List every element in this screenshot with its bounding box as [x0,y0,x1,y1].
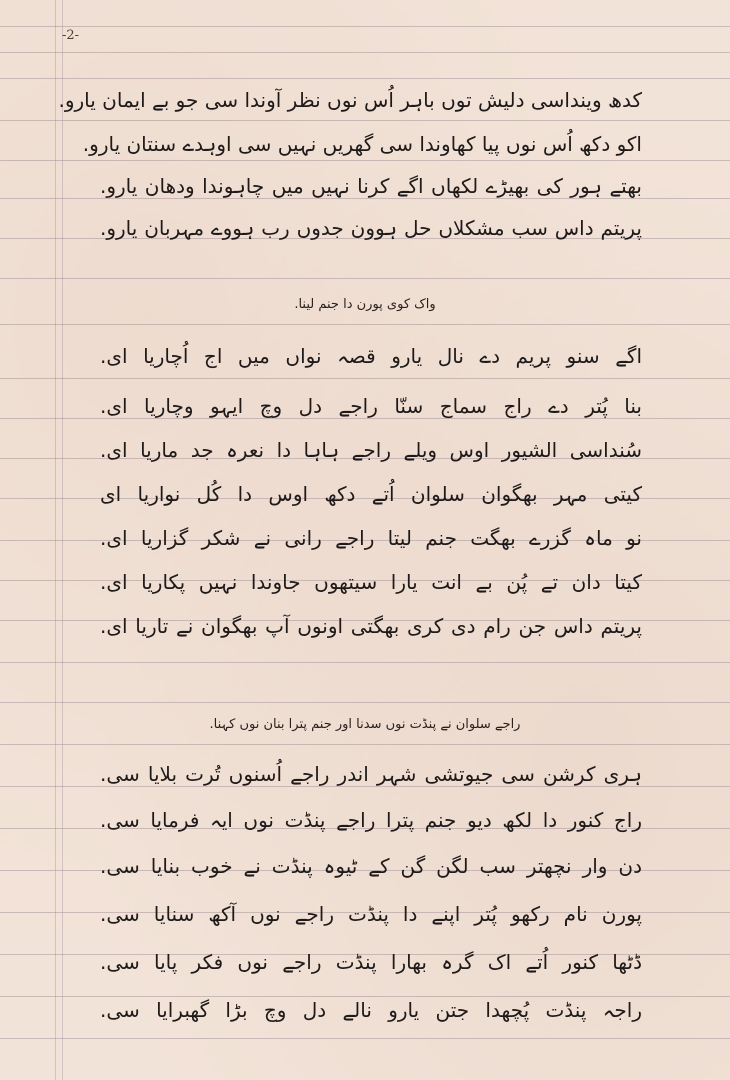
verse-line: بنا پُتر دے راج سماج سنّا راجے دل وچ ایہو وچاریا ای. [100,394,642,418]
ruled-line [0,702,730,703]
ruled-line [0,378,730,379]
verse-line: پریتم داس سب مشکلاں حل ہوون جدوں رب ہووے مہربان یارو. [100,216,642,240]
page-number: -2- [62,28,80,43]
ruled-line [0,324,730,325]
ruled-line [0,52,730,53]
ruled-line [0,120,730,121]
verse-line: پورن نام رکھو پُتر اپنے دا پنڈت راجے نوں آکھ سنایا سی. [100,902,642,926]
verse-line: سُنداسی الشیور اوس ویلے راجے ہاہا دا نعرہ جد ماریا ای. [100,438,642,462]
verse-line: راجہ پنڈت پُچھدا جتن یارو نالے دل وچ بڑا گھبرایا سی. [100,998,642,1022]
verse-line: پریتم داس جن رام دی کری بھگتی اونوں آپ بھگوان نے تاریا ای. [100,614,642,638]
margin-line [62,0,63,1080]
verse-line: ڈٹھا کنور اُتے اک گرہ بھارا پنڈت راجے نوں فکر پایا سی. [100,950,642,974]
ruled-line [0,1038,730,1039]
verse-line: بھتے ہور کی بھیڑے لکھاں اگے کرنا نہیں میں چاہوندا ودھان یارو. [100,174,642,198]
ruled-line [0,26,730,27]
ruled-line [0,78,730,79]
section-heading: واک کوی پورن دا جنم لینا. [294,297,436,312]
section-heading: راجے سلوان نے پنڈت نوں سدنا اور جنم پترا بنان نوں کہنا. [209,717,521,732]
verse-line: اگے سنو پریم دے نال یارو قصہ نواں میں اج اُچاریا ای. [100,344,642,368]
ruled-line [0,662,730,663]
verse-line: ہری کرشن سی جیوتشی شہر اندر راجے اُسنوں تُرت بلایا سی. [100,762,642,786]
verse-line: راج کنور دا لکھ دیو جنم پترا راجے پنڈت نوں ایہ فرمایا سی. [100,808,642,832]
verse-line: کدھ وینداسی دلیش توں باہر اُس نوں نظر آوندا سی جو بے ایمان یارو. [58,88,642,112]
verse-line: نو ماہ گزرے بھگت جنم لیتا راجے رانی نے شکر گزاریا ای. [100,526,642,550]
verse-line: دن وار نچھتر سب لگن گن کے ٹیوہ پنڈت نے خوب بنایا سی. [100,854,642,878]
ruled-line [0,278,730,279]
margin-line [55,0,56,1080]
verse-line: کیتا دان تے پُن بے انت یارا سیتھوں جاوندا نہیں پکاریا ای. [100,570,642,594]
verse-line: اکو دکھ اُس نوں پیا کھاوندا سی گھریں نہیں سی اوہدے سنتان یارو. [82,132,642,156]
ruled-line [0,160,730,161]
ruled-line [0,744,730,745]
verse-line: کیتی مہر بھگوان سلوان اُتے دکھ اوس دا کُل نواریا ای [100,482,642,506]
